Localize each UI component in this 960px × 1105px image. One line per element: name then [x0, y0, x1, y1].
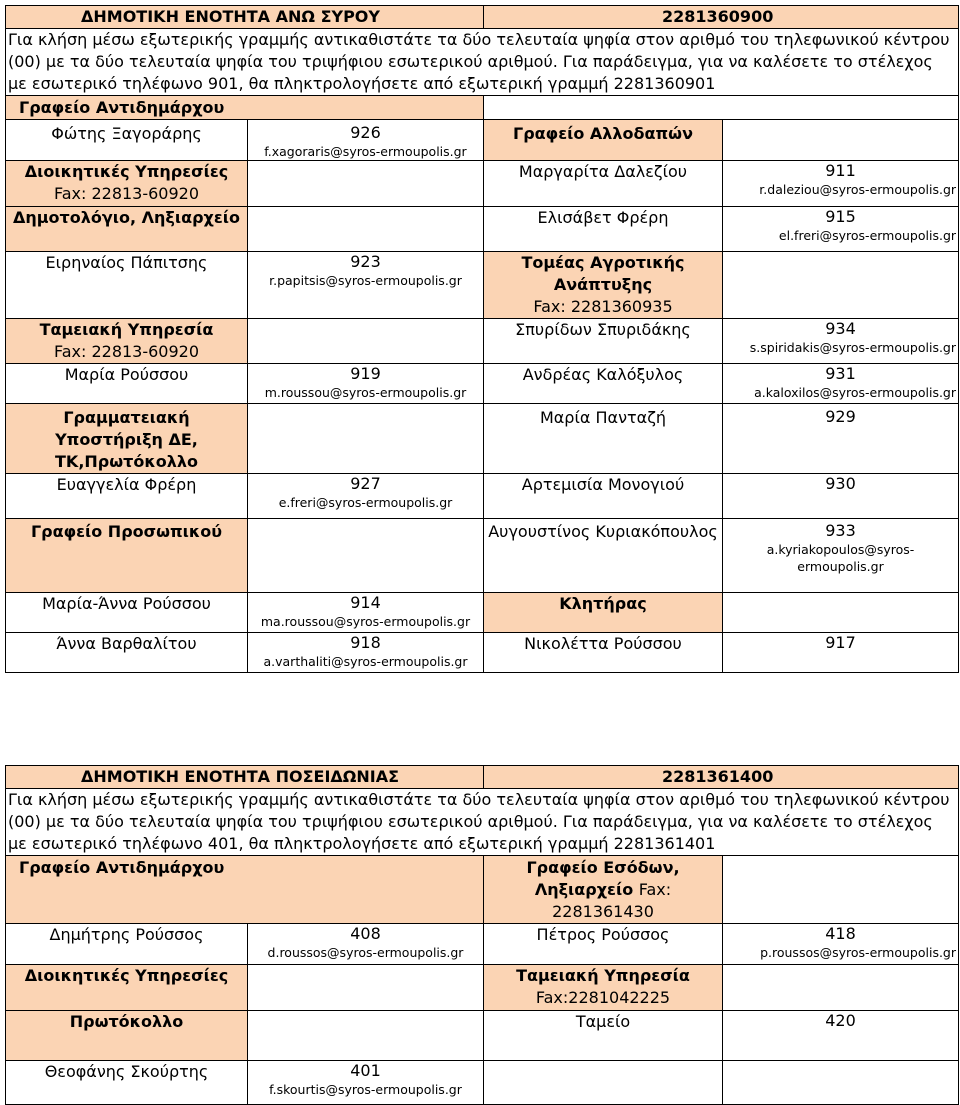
fax-number: Fax: 2281360935: [533, 297, 673, 316]
extension-number: 401: [350, 1061, 381, 1080]
staff-extension-cell: [248, 474, 484, 519]
staff-name: Ανδρέας Καλόξυλος: [484, 364, 723, 404]
staff-extension-cell: [723, 633, 959, 673]
fax-number: Fax: 22813-60920: [53, 342, 200, 361]
empty-cell: [723, 120, 959, 161]
empty-cell: [248, 965, 484, 1011]
section-usher: Κλητήρας: [484, 593, 723, 633]
staff-name: Μαρία-Άννα Ρούσσου: [6, 593, 248, 633]
staff-name: Σπυρίδων Σπυριδάκης: [484, 319, 723, 364]
extension-number: 911: [825, 161, 856, 180]
extension-number: 914: [350, 593, 381, 612]
extension-number: 915: [825, 207, 856, 226]
section-title: Διοικητικές Υπηρεσίες: [24, 162, 229, 181]
extension-number: 418: [825, 924, 856, 943]
staff-name: Ελισάβετ Φρέρη: [484, 207, 723, 252]
extension-number: 918: [350, 633, 381, 652]
staff-extension-cell: [723, 1011, 959, 1061]
email-address: f.xagoraris@syros-ermoupolis.gr: [264, 144, 467, 159]
fax-number: Fax:2281042225: [535, 988, 671, 1007]
section-agricultural-development: [484, 252, 723, 319]
staff-extension-cell: [248, 633, 484, 673]
extension-number: 934: [825, 319, 856, 338]
empty-cell: [248, 207, 484, 252]
empty-cell: [723, 856, 959, 924]
section-personnel: Γραφείο Προσωπικού: [6, 519, 248, 593]
empty-cell: [723, 252, 959, 319]
staff-extension-cell: [248, 120, 484, 161]
email-address: el.freri@syros-ermoupolis.gr: [778, 228, 957, 243]
staff-name: Φώτης Ξαγοράρης: [6, 120, 248, 161]
empty-cell: [484, 96, 959, 120]
extension-number: 923: [350, 252, 381, 271]
unit-title: ΔΗΜΟΤΙΚΗ ΕΝΟΤΗΤΑ ΠΟΣΕΙΔΩΝΙΑΣ: [6, 766, 484, 789]
section-protocol: Πρωτόκολλο: [6, 1011, 248, 1061]
staff-name: Νικολέττα Ρούσσου: [484, 633, 723, 673]
email-address: m.roussou@syros-ermoupolis.gr: [264, 385, 467, 400]
extension-number: 926: [350, 123, 381, 142]
extension-number: 919: [350, 364, 381, 383]
section-registry: Δημοτολόγιο, Ληξιαρχείο: [6, 207, 248, 252]
extension-number: 931: [825, 364, 856, 383]
extension-number: 927: [350, 474, 381, 493]
staff-extension-cell: [248, 593, 484, 633]
staff-name: Μαρία Ρούσσου: [6, 364, 248, 404]
ano-syros-directory-table: [5, 5, 959, 673]
staff-name: Ευαγγελία Φρέρη: [6, 474, 248, 519]
staff-extension-cell: [723, 207, 959, 252]
staff-name: Άννα Βαρθαλίτου: [6, 633, 248, 673]
cashier-label: Ταμείο: [484, 1011, 723, 1061]
section-title: Ταμειακή Υπηρεσία: [516, 966, 690, 985]
email-address: r.papitsis@syros-ermoupolis.gr: [269, 273, 462, 288]
fax-number: Fax: 2281361430: [552, 880, 672, 921]
email-address: a.kaloxilos@syros-ermoupolis.gr: [754, 385, 957, 400]
section-secretariat: Γραμματειακή Υποστήριξη ΔΕ, ΤΚ,Πρωτόκολλο: [6, 404, 248, 474]
staff-extension-cell: [723, 161, 959, 207]
section-title: Γραφείο Εσόδων, Ληξιαρχείο: [526, 858, 680, 899]
dialing-info: Για κλήση μέσω εξωτερικής γραμμής αντικαθιστάτε τα δύο τελευταία ψηφία στον αριθμό του τηλεφωνικού κέντρου (00) με τα δύο τελευταία ψηφία του τριψήφιου εσωτερικού αριθμού. Για παράδειγμα, για να καλέσετε το στέλεχος με εσωτερικό τηλέφωνο 901, θα πληκτρολογήσετε από εξωτερική γραμμή 2281360901: [6, 29, 959, 96]
staff-name: Μαργαρίτα Δαλεζίου: [484, 161, 723, 207]
email-address: ma.roussou@syros-ermoupolis.gr: [260, 614, 471, 629]
extension-number: 408: [350, 924, 381, 943]
unit-phone: 2281361400: [484, 766, 959, 789]
extension-number: 930: [825, 474, 856, 493]
empty-cell: [723, 965, 959, 1011]
empty-cell: [248, 404, 484, 474]
section-treasury: [6, 319, 248, 364]
email-address: r.daleziou@syros-ermoupolis.gr: [759, 182, 957, 197]
email-address: p.roussos@syros-ermoupolis.gr: [760, 945, 957, 960]
extension-number: 917: [825, 633, 856, 652]
staff-name: Μαρία Πανταζή: [484, 404, 723, 474]
extension-number: 420: [825, 1011, 856, 1030]
email-address: a.varthaliti@syros-ermoupolis.gr: [263, 654, 468, 669]
extension-number: 929: [825, 407, 856, 426]
dialing-info: Για κλήση μέσω εξωτερικής γραμμής αντικαθιστάτε τα δύο τελευταία ψηφία στον αριθμό του τηλεφωνικού κέντρου (00) με τα δύο τελευταία ψηφία του τριψήφιου εσωτερικού αριθμού. Για παράδειγμα, για να καλέσετε το στέλεχος με εσωτερικό τηλέφωνο 401, θα πληκτρολογήσετε από εξωτερική γραμμή 2281361401: [6, 789, 959, 856]
staff-extension-cell: [723, 519, 959, 593]
email-address: d.roussos@syros-ermoupolis.gr: [267, 945, 464, 960]
staff-name: Αυγουστίνος Κυριακόπουλος: [484, 519, 723, 593]
empty-cell: [484, 1061, 723, 1105]
fax-number: Fax: 22813-60920: [53, 184, 200, 203]
staff-extension-cell: [723, 364, 959, 404]
unit-phone: 2281360900: [484, 6, 959, 29]
staff-name: Πέτρος Ρούσσος: [484, 924, 723, 965]
staff-extension-cell: [248, 924, 484, 965]
unit-title: ΔΗΜΟΤΙΚΗ ΕΝΟΤΗΤΑ ΑΝΩ ΣΥΡΟΥ: [6, 6, 484, 29]
poseidonia-directory-table: [5, 765, 959, 1105]
section-deputy-office: Γραφείο Αντιδημάρχου: [6, 856, 484, 924]
empty-cell: [248, 319, 484, 364]
section-admin-services: Διοικητικές Υπηρεσίες: [6, 965, 248, 1011]
extension-number: 933: [825, 521, 856, 540]
empty-cell: [248, 519, 484, 593]
empty-cell: [248, 161, 484, 207]
staff-name: Δημήτρης Ρούσσος: [6, 924, 248, 965]
staff-extension-cell: [248, 252, 484, 319]
staff-extension-cell: [723, 474, 959, 519]
staff-extension-cell: [248, 1061, 484, 1105]
email-address: e.freri@syros-ermoupolis.gr: [278, 495, 453, 510]
empty-cell: [248, 1011, 484, 1061]
section-title: Τομέας Αγροτικής Ανάπτυξης: [521, 253, 685, 294]
staff-extension-cell: [723, 924, 959, 965]
empty-cell: [723, 1061, 959, 1105]
staff-name: Ειρηναίος Πάπιτσης: [6, 252, 248, 319]
empty-cell: [723, 593, 959, 633]
section-admin-services: [6, 161, 248, 207]
section-foreign-office: Γραφείο Αλλοδαπών: [484, 120, 723, 161]
section-treasury: [484, 965, 723, 1011]
staff-name: Θεοφάνης Σκούρτης: [6, 1061, 248, 1105]
section-title: Ταμειακή Υπηρεσία: [39, 320, 214, 339]
section-deputy-office: Γραφείο Αντιδημάρχου: [6, 96, 484, 120]
staff-extension-cell: [723, 319, 959, 364]
staff-name: Αρτεμισία Μονογιού: [484, 474, 723, 519]
staff-extension-cell: [248, 364, 484, 404]
email-address: s.spiridakis@syros-ermoupolis.gr: [749, 340, 957, 355]
email-address: a.kyriakopoulos@syros-ermoupolis.gr: [766, 542, 915, 574]
staff-extension-cell: [723, 404, 959, 474]
section-revenue-office: [484, 856, 723, 924]
email-address: f.skourtis@syros-ermoupolis.gr: [269, 1082, 462, 1097]
